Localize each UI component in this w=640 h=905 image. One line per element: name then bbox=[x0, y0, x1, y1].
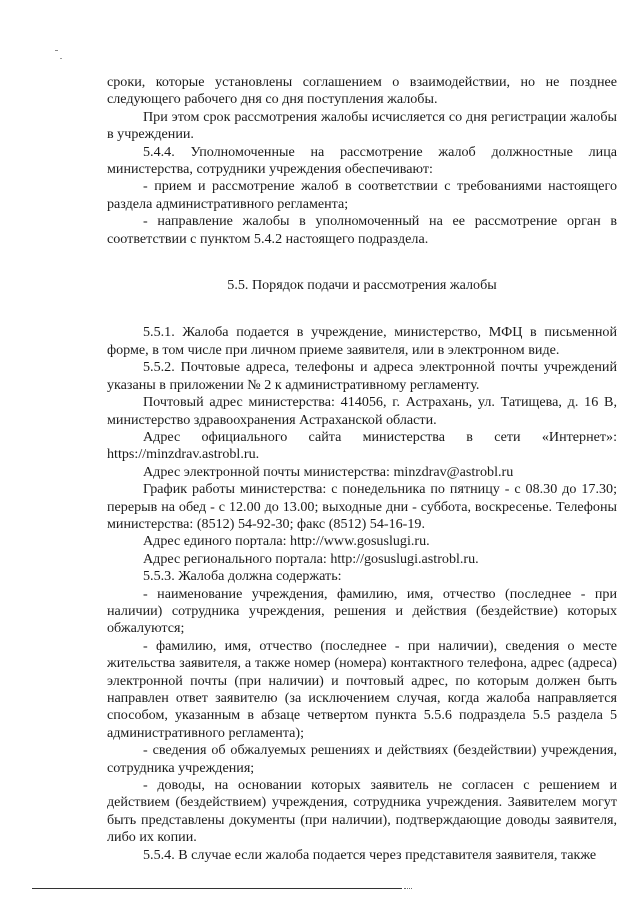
section-heading: 5.5. Порядок подачи и рассмотрения жалобы bbox=[227, 277, 497, 294]
paragraph: 5.5.1. Жалоба подается в учреждение, министерство, МФЦ в письменной форме, в том числе при личном приеме заявителя, или в электронном виде. bbox=[107, 324, 617, 358]
list-item: - наименование учреждения, фамилию, имя, отчество (последнее - при наличии) сотрудника учреждения, решения и действия (бездействие) которых обжалуются; bbox=[107, 585, 617, 637]
paragraph: Почтовый адрес министерства: 414056, г. Астрахань, ул. Татищева, д. 16 В, министерство здравоохранения Астраханской области. bbox=[107, 394, 617, 428]
list-item: - доводы, на основании которых заявитель не согласен с решением и действием (бездействием) учреждения, сотрудника учреждения. Заявителем могут быть представлены документы (при наличии), подтверждающие доводы заявителя, либо их копии. bbox=[107, 777, 617, 846]
list-item: - фамилию, имя, отчество (последнее - при наличии), сведения о месте жительства заявителя, а также номер (номера) контактного телефона, адрес (адреса) электронной почты (при наличии) и почтовый адрес, по которым должен быть направлен ответ заявителю (за исключением случая, когда жалоба направляется способом, указанным в абзаце четвертом пункта 5.5.6 подраздела 5.5 раздела 5 административного регламента); bbox=[107, 637, 617, 741]
paragraph: Адрес официального сайта министерства в сети «Интернет»: https://minzdrav.astrobl.ru. bbox=[107, 428, 617, 463]
list-item: - прием и рассмотрение жалоб в соответствии с требованиями настоящего раздела административного регламента; bbox=[107, 178, 617, 212]
list-item: - направление жалобы в уполномоченный на ее рассмотрение орган в соответствии с пунктом 5.4.2 настоящего подраздела. bbox=[107, 213, 617, 247]
scan-artifact bbox=[55, 50, 58, 51]
paragraph: Адрес единого портала: http://www.gosuslugi.ru. bbox=[143, 533, 430, 550]
list-item: - сведения об обжалуемых решениях и действиях (бездействии) учреждения, сотрудника учреждения; bbox=[107, 742, 617, 776]
paragraph: 5.5.4. В случае если жалоба подается через представителя заявителя, также bbox=[143, 846, 597, 863]
paragraph: Адрес регионального портала: http://gosuslugi.astrobl.ru. bbox=[143, 550, 479, 567]
paragraph: 5.5.3. Жалоба должна содержать: bbox=[143, 568, 342, 585]
paragraph: 5.4.4. Уполномоченные на рассмотрение жалоб должностные лица министерства, сотрудники учреждения обеспечивают: bbox=[107, 143, 617, 178]
document-body bbox=[107, 74, 617, 864]
footer-rule bbox=[32, 888, 402, 889]
paragraph: График работы министерства: с понедельника по пятницу - с 08.30 до 17.30; перерыв на обед - с 12.00 до 13.00; выходные дни - суббота, воскресенье. Телефоны министерства: (8512) 54-92-30; факс (8512) 54-16-19. bbox=[107, 481, 617, 532]
paragraph: При этом срок рассмотрения жалобы исчисляется со дня регистрации жалобы в учреждении. bbox=[107, 108, 617, 143]
paragraph: сроки, которые установлены соглашением о взаимодействии, но не позднее следующего рабочего дня со дня поступления жалобы. bbox=[107, 74, 617, 108]
scan-artifact bbox=[60, 58, 62, 59]
paragraph: 5.5.2. Почтовые адреса, телефоны и адреса электронной почты учреждений указаны в приложении № 2 к административному регламенту. bbox=[107, 359, 617, 393]
paragraph: Адрес электронной почты министерства: minzdrav@astrobl.ru bbox=[143, 463, 514, 480]
